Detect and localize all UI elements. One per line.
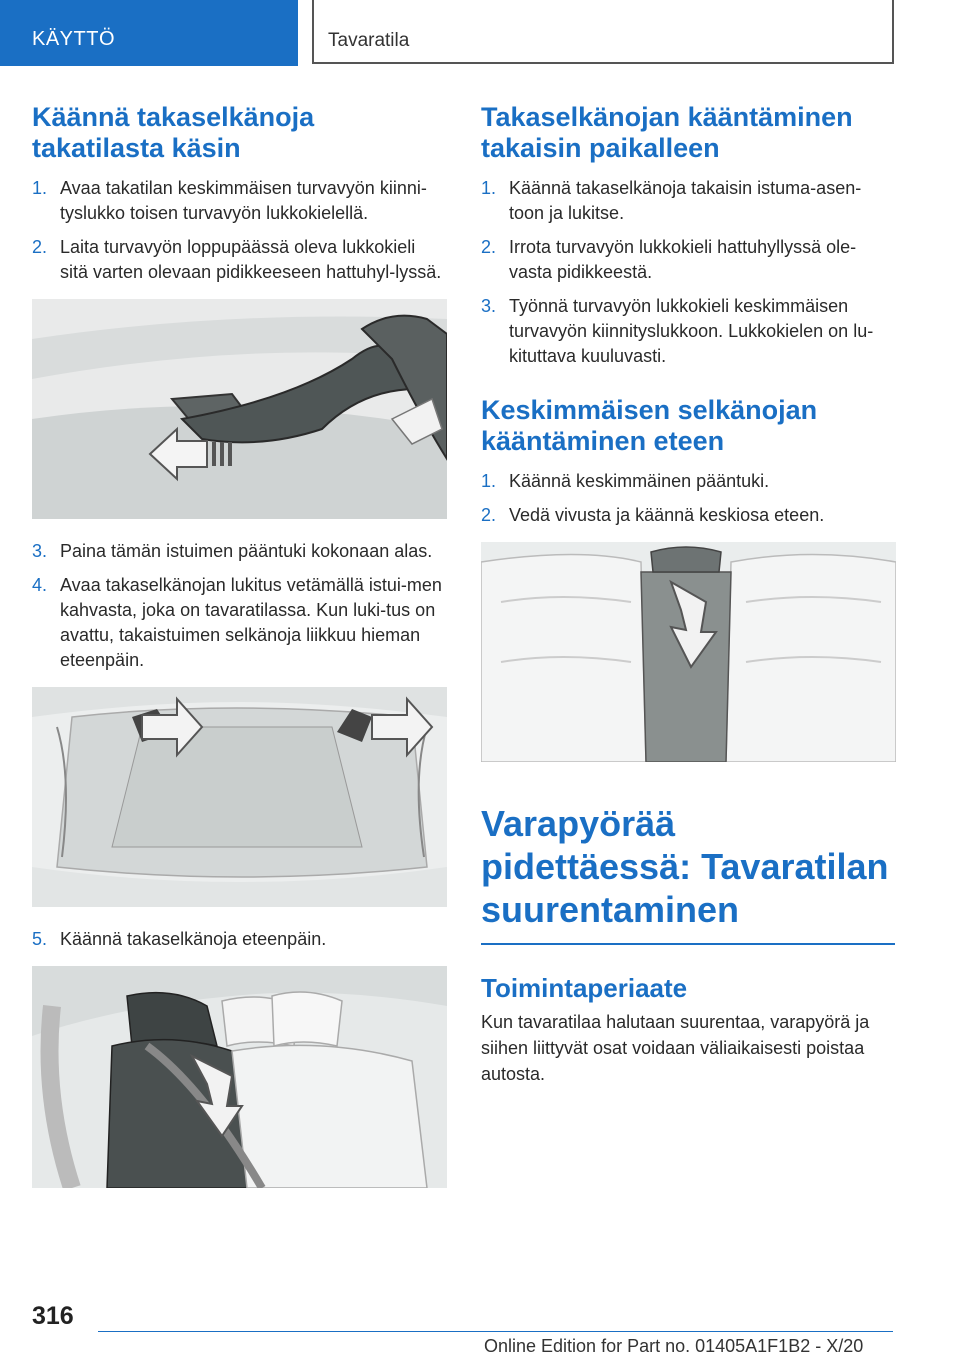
step-number: 2. <box>481 237 497 257</box>
list-item <box>32 927 448 952</box>
step-text: Paina tämän istuimen pääntuki kokonaan alas. <box>60 541 433 561</box>
list-item <box>32 176 448 226</box>
section-label: KÄYTTÖ <box>32 28 116 50</box>
step-text: Irrota turvavyön lukkokieli hattuhyllyssä ole-vasta pidikkeestä. <box>509 237 857 282</box>
step-number: 1. <box>481 471 497 491</box>
chapter-title: Varapyörää pidettäessä: Tavaratilan suurentaminen <box>481 803 889 930</box>
step-text: Käännä takaselkänoja takaisin istuma-asen-toon ja lukitse. <box>509 178 862 223</box>
step-text: Käännä takaselkänoja eteenpäin. <box>60 929 327 949</box>
step-text: Avaa takaselkänojan lukitus vetämällä istui-men kahvasta, joka on tavaratilassa. Kun luki-tus on avattu, takaistuimen selkänoja liikkuu hieman eteenpäin. <box>60 575 442 670</box>
section-heading: Keskimmäisen selkänojan kääntäminen eteen <box>481 395 818 456</box>
rear-seat-fold-illustration <box>32 966 447 1188</box>
page-number: 316 <box>32 1302 74 1330</box>
topic-tab <box>312 0 894 64</box>
step-number: 4. <box>32 575 48 595</box>
right-column <box>481 102 895 1087</box>
step-number: 3. <box>32 541 48 561</box>
chapter-rule <box>481 943 895 945</box>
step-number: 2. <box>481 505 497 525</box>
topic-label: Tavaratila <box>328 30 410 51</box>
list-item <box>481 294 895 369</box>
list-item <box>32 573 448 673</box>
list-item <box>32 539 448 564</box>
left-column <box>32 102 448 1208</box>
subheading: Toimintaperiaate <box>481 973 688 1003</box>
step-list <box>32 539 448 673</box>
trunk-illustration <box>32 687 447 907</box>
step-list <box>481 469 895 528</box>
step-text: Avaa takatilan keskimmäisen turvavyön kiinni-tyslukko toisen turvavyön lukkokielellä. <box>60 178 427 223</box>
step-number: 5. <box>32 929 48 949</box>
step-text: Laita turvavyön loppupäässä oleva lukkokieli sitä varten olevaan pidikkeeseen hattuhyl-lyssä. <box>60 237 442 282</box>
section-heading: Käännä takaselkänoja takatilasta käsin <box>32 102 315 163</box>
step-number: 1. <box>32 178 48 198</box>
list-item <box>32 235 448 285</box>
step-number: 1. <box>481 178 497 198</box>
body-paragraph: Kun tavaratilaa halutaan suurentaa, varapyörä ja siihen liittyvät osat voidaan väliaikaisesti poistaa autosta. <box>481 1012 870 1084</box>
section-tab <box>0 0 298 66</box>
hat-shelf-illustration <box>32 299 447 519</box>
center-backrest-illustration <box>481 542 896 762</box>
list-item <box>481 503 895 528</box>
step-list <box>481 176 895 369</box>
step-text: Käännä keskimmäinen pääntuki. <box>509 471 770 491</box>
step-text: Työnnä turvavyön lukkokieli keskimmäisen turvavyön kiinnityslukkoon. Lukkokielen on lu-kituttava kuuluvasti. <box>509 296 874 366</box>
step-number: 2. <box>32 237 48 257</box>
step-text: Vedä vivusta ja käännä keskiosa eteen. <box>509 505 825 525</box>
list-item <box>481 469 895 494</box>
step-list <box>32 927 448 952</box>
edition-note: Online Edition for Part no. 01405A1F1B2 - X/20 <box>484 1336 864 1356</box>
footer-rule <box>98 1331 893 1332</box>
list-item <box>481 235 895 285</box>
section-heading: Takaselkänojan kääntäminen takaisin paikalleen <box>481 102 853 163</box>
list-item <box>481 176 895 226</box>
step-list <box>32 176 448 285</box>
step-number: 3. <box>481 296 497 316</box>
